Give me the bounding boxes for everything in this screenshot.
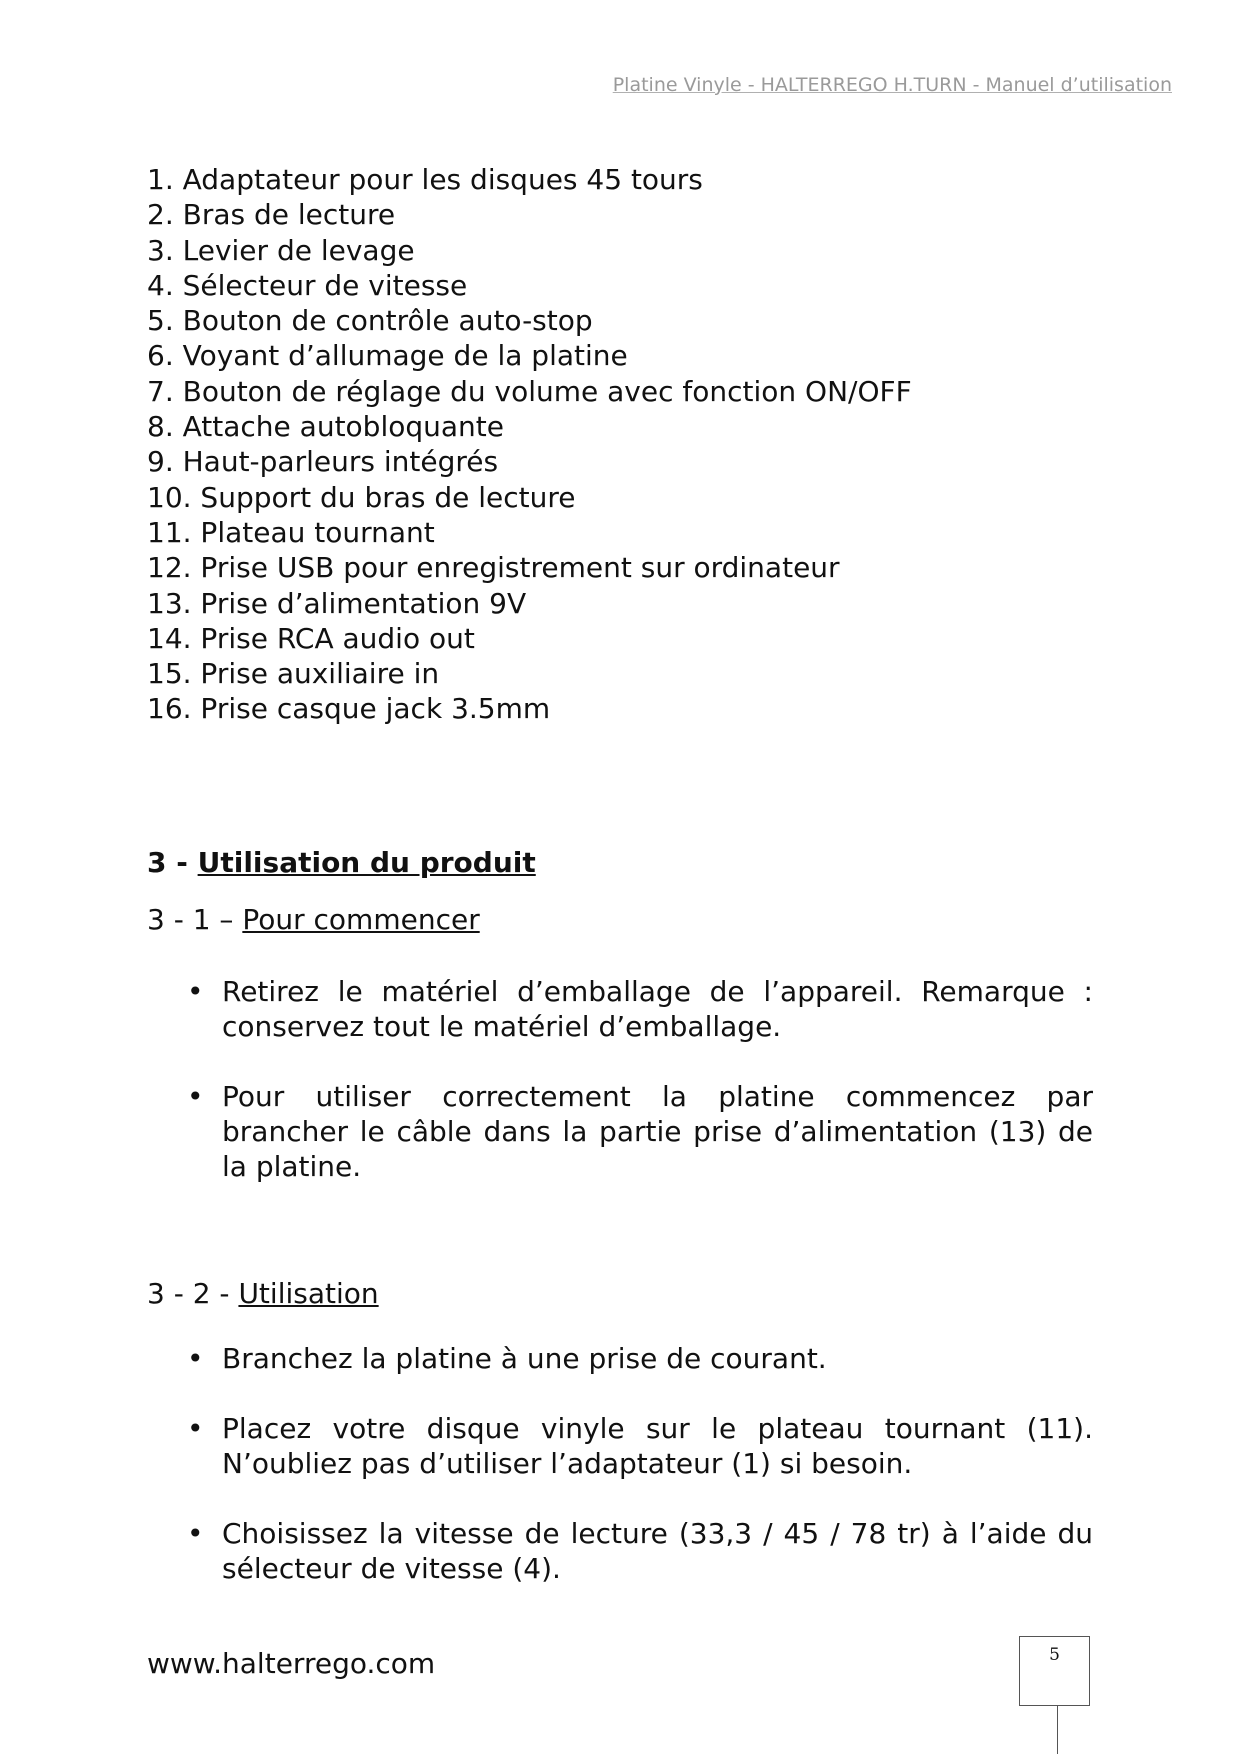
bullet-text: Branchez la platine à une prise de courant. [222, 1342, 827, 1375]
section-title: Utilisation du produit [197, 846, 536, 879]
page-number-rule [1057, 1706, 1058, 1754]
list-item: 7. Bouton de réglage du volume avec fonction ON/OFF [147, 374, 912, 408]
bullet-list-start [187, 974, 1093, 1219]
bullet-item [187, 1079, 1093, 1184]
subsection-title: Utilisation [238, 1277, 379, 1310]
list-item: 6. Voyant d’allumage de la platine [147, 339, 628, 373]
bullet-text: Retirez le matériel d’emballage de l’appareil. Remarque : conservez tout le matériel d’emballage. [222, 975, 1093, 1043]
bullet-icon: • [187, 975, 204, 1008]
bullet-item [187, 1341, 1093, 1376]
section-heading [147, 846, 536, 879]
bullet-icon: • [187, 1517, 204, 1550]
list-item: 13. Prise d’alimentation 9V [147, 586, 527, 620]
bullet-text: Pour utiliser correctement la platine commencez par brancher le câble dans la partie prise d’alimentation (13) de la platine. [222, 1080, 1093, 1183]
running-header: Platine Vinyle - HALTERREGO H.TURN - Manuel d’utilisation [612, 74, 1172, 96]
list-item: 1. Adaptateur pour les disques 45 tours [147, 163, 703, 196]
list-item: 11. Plateau tournant [147, 515, 435, 549]
list-item: 9. Haut-parleurs intégrés [147, 445, 499, 479]
parts-list [147, 162, 912, 727]
subsection-heading-start [147, 903, 480, 936]
section-number: 3 - [147, 846, 198, 879]
bullet-item [187, 1411, 1093, 1481]
bullet-item [187, 1516, 1093, 1586]
bullet-item [187, 974, 1093, 1044]
list-item: 12. Prise USB pour enregistrement sur ordinateur [147, 551, 840, 585]
list-item: 15. Prise auxiliaire in [147, 657, 440, 691]
subsection-number: 3 - 2 - [147, 1277, 239, 1310]
bullet-icon: • [187, 1342, 204, 1375]
subsection-number: 3 - 1 – [147, 903, 243, 936]
subsection-heading-usage [147, 1277, 379, 1310]
footer-url: www.halterrego.com [147, 1647, 436, 1680]
list-item: 4. Sélecteur de vitesse [147, 268, 468, 302]
bullet-text: Choisissez la vitesse de lecture (33,3 / 45 / 78 tr) à l’aide du sélecteur de vitesse (4). [222, 1517, 1093, 1585]
bullet-text: Placez votre disque vinyle sur le plateau tournant (11). N’oubliez pas d’utiliser l’adaptateur (1) si besoin. [222, 1412, 1093, 1480]
list-item: 3. Levier de levage [147, 233, 415, 267]
page-number: 5 [1019, 1636, 1090, 1706]
list-item: 8. Attache autobloquante [147, 410, 504, 444]
subsection-title: Pour commencer [242, 903, 480, 936]
bullet-list-usage [187, 1341, 1093, 1621]
list-item: 14. Prise RCA audio out [147, 621, 475, 655]
bullet-icon: • [187, 1080, 204, 1113]
list-item: 16. Prise casque jack 3.5mm [147, 692, 551, 726]
bullet-icon: • [187, 1412, 204, 1445]
list-item: 2. Bras de lecture [147, 198, 396, 232]
list-item: 5. Bouton de contrôle auto-stop [147, 304, 593, 338]
list-item: 10. Support du bras de lecture [147, 480, 576, 514]
